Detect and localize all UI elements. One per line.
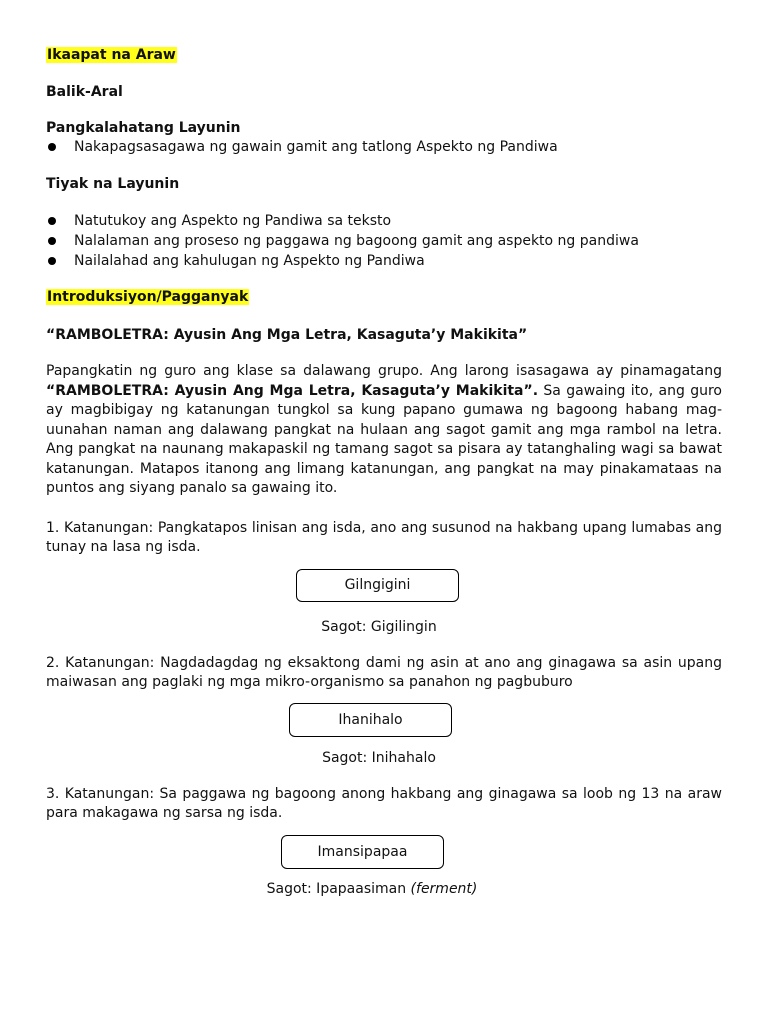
scrambled-word-box: Gilngigini <box>296 569 459 602</box>
general-objective-list <box>46 137 722 157</box>
question-1: 1. Katanungan: Pangkatapos linisan ang isda, ano ang susunod na hakbang upang lumabas ang tunay na lasa ng isda. <box>46 519 722 555</box>
document-page <box>46 44 722 897</box>
scrambled-word-box: Imansipapaa <box>281 835 444 869</box>
answer-1: Sagot: Gigilingin <box>321 618 437 635</box>
specific-objective-list <box>46 211 722 271</box>
game-title-inline: “RAMBOLETRA: Ayusin Ang Mga Letra, Kasaguta’y Makikita”. <box>46 382 539 399</box>
day-title: Ikaapat na Araw <box>47 47 176 63</box>
list-item: Natutukoy ang Aspekto ng Pandiwa sa teksto <box>46 211 722 231</box>
answer-2: Sagot: Inihahalo <box>322 749 436 766</box>
question-2: 2. Katanungan: Nagdadagdag ng eksaktong dami ng asin at ano ang ginagawa sa asin upang maiwasan ang paglaki ng mga mikro-organismo sa panahon ng pagbuburo <box>46 654 722 690</box>
answer-3: Sagot: Ipapaasiman (ferment) <box>266 880 478 897</box>
list-item: Nakapagsasagawa ng gawain gamit ang tatlong Aspekto ng Pandiwa <box>46 137 722 157</box>
list-item: Nalalaman ang proseso ng paggawa ng bagoong gamit ang aspekto ng pandiwa <box>46 231 722 251</box>
game-title: “RAMBOLETRA: Ayusin Ang Mga Letra, Kasaguta’y Makikita” <box>46 327 528 343</box>
intro-paragraph: Papangkatin ng guro ang klase sa dalawang grupo. Ang larong isasagawa ay pinamagatang “RAMBOLETRA: Ayusin Ang Mga Letra, Kasaguta’y Makikita”. Sa gawaing ito, ang guro ay magbibigay ng katanungan tungkol sa kung papano gumawa ng bagoong habang mag-uunahan naman ang dalawang pangkat na hulaan ang sagot gamit ang mga rambol na letra. Ang pangkat na naunang makapaskil ng tamang sagot sa pisara ay tatanghaling wagi sa bawat katanungan. Matapos itanong ang limang katanungan, ang pangkat na may pinakamataas na puntos ang siyang panalo sa gawaing ito. <box>46 363 722 496</box>
specific-objective-title: Tiyak na Layunin <box>46 176 180 192</box>
review-title: Balik-Aral <box>46 84 123 100</box>
intro-title: Introduksiyon/Pagganyak <box>47 289 249 305</box>
scrambled-word-box: Ihanihalo <box>289 703 452 737</box>
general-objective-title: Pangkalahatang Layunin <box>46 120 241 136</box>
question-3: 3. Katanungan: Sa paggawa ng bagoong anong hakbang ang ginagawa sa loob ng 13 na araw para makagawa ng sarsa ng isda. <box>46 785 722 821</box>
list-item: Nailalahad ang kahulugan ng Aspekto ng Pandiwa <box>46 251 722 271</box>
